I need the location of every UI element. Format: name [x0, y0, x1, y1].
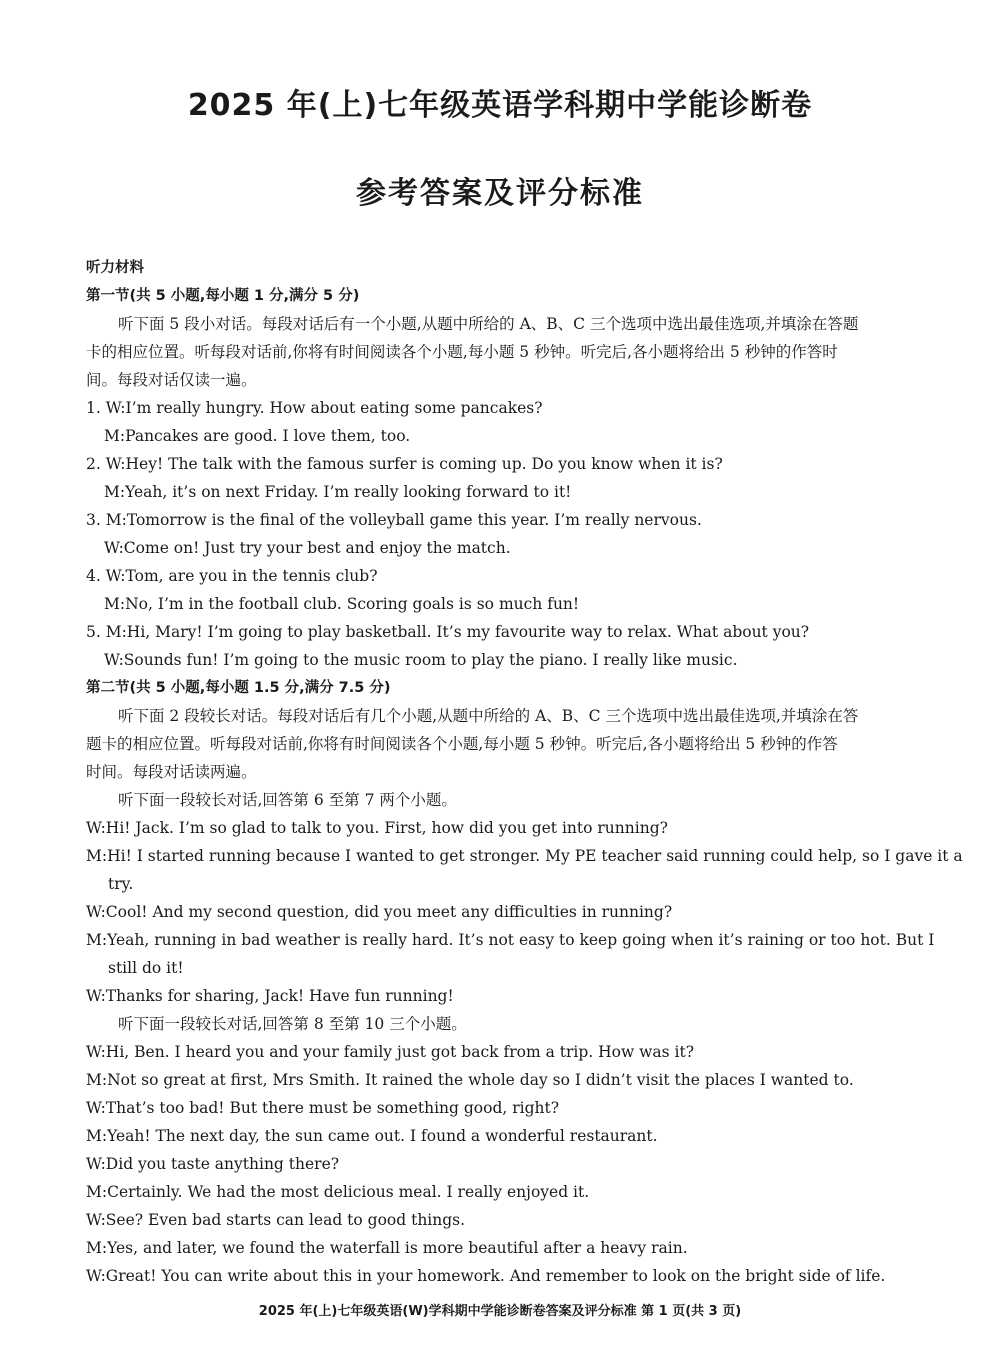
- page-footer: 2025 年(上)七年级英语(W)学科期中学能诊断卷答案及评分标准 第 1 页(共 3 页): [258, 1304, 742, 1319]
- part2-instruction-line: 听下面 2 段较长对话。每段对话后有几个小题,从题中所给的 A、B、C 三个选项中选出最佳选项,并填涂在答: [118, 707, 859, 725]
- dialogue-line: W:Come on! Just try your best and enjoy the match.: [104, 539, 511, 557]
- dialogue-line: 4. W:Tom, are you in the tennis club?: [86, 567, 378, 585]
- dialogue-line: M:Yeah, it’s on next Friday. I’m really looking forward to it!: [104, 483, 572, 501]
- dialogue-intro: 听下面一段较长对话,回答第 6 至第 7 两个小题。: [118, 791, 457, 809]
- dialogue-line: 2. W:Hey! The talk with the famous surfer is coming up. Do you know when it is?: [86, 455, 723, 473]
- dialogue-line: W:Cool! And my second question, did you meet any difficulties in running?: [86, 903, 673, 921]
- part1-instruction-line: 听下面 5 段小对话。每段对话后有一个小题,从题中所给的 A、B、C 三个选项中选出最佳选项,并填涂在答题: [118, 315, 859, 333]
- part1-instruction-line: 卡的相应位置。听每段对话前,你将有时间阅读各个小题,每小题 5 秒钟。听完后,各小题将给出 5 秒钟的作答时: [86, 343, 838, 361]
- part2-instruction-line: 时间。每段对话读两遍。: [86, 763, 257, 781]
- document-title: 2025 年(上)七年级英语学科期中学能诊断卷: [187, 88, 813, 123]
- dialogue-line: M:Not so great at first, Mrs Smith. It rained the whole day so I didn’t visit the places I wanted to.: [86, 1071, 854, 1089]
- dialogue-line: M:Pancakes are good. I love them, too.: [104, 427, 411, 445]
- dialogue-line: 5. M:Hi, Mary! I’m going to play basketball. It’s my favourite way to relax. What about you?: [86, 623, 810, 641]
- document-subtitle: 参考答案及评分标准: [356, 176, 644, 211]
- dialogue-line: M:Certainly. We had the most delicious meal. I really enjoyed it.: [86, 1183, 590, 1201]
- dialogue-line: W:That’s too bad! But there must be something good, right?: [86, 1099, 560, 1117]
- dialogue-line: W:Hi, Ben. I heard you and your family just got back from a trip. How was it?: [86, 1043, 695, 1061]
- dialogue-line: M:Yes, and later, we found the waterfall is more beautiful after a heavy rain.: [86, 1239, 688, 1257]
- dialogue-line: M:Yeah, running in bad weather is really hard. It’s not easy to keep going when it’s raining or too hot. But I: [86, 931, 935, 949]
- dialogue-line: W:Hi! Jack. I’m so glad to talk to you. First, how did you get into running?: [86, 819, 668, 837]
- part1-instruction-line: 间。每段对话仅读一遍。: [86, 371, 257, 389]
- dialogue-line: W:Sounds fun! I’m going to the music room to play the piano. I really like music.: [104, 651, 738, 669]
- part2-heading: 第二节(共 5 小题,每小题 1.5 分,满分 7.5 分): [86, 680, 391, 696]
- dialogue-line: W:See? Even bad starts can lead to good things.: [86, 1211, 466, 1229]
- dialogue-line: still do it!: [108, 959, 184, 977]
- dialogue-line: M:Hi! I started running because I wanted to get stronger. My PE teacher said running could help, so I gave it a: [86, 847, 963, 865]
- dialogue-line: W:Thanks for sharing, Jack! Have fun running!: [86, 987, 454, 1005]
- dialogue-intro: 听下面一段较长对话,回答第 8 至第 10 三个小题。: [118, 1015, 467, 1033]
- dialogue-line: W:Did you taste anything there?: [86, 1155, 340, 1173]
- part1-heading: 第一节(共 5 小题,每小题 1 分,满分 5 分): [86, 288, 360, 304]
- dialogue-line: M:Yeah! The next day, the sun came out. I found a wonderful restaurant.: [86, 1127, 658, 1145]
- dialogue-line: try.: [108, 875, 134, 893]
- dialogue-line: M:No, I’m in the football club. Scoring goals is so much fun!: [104, 595, 580, 613]
- dialogue-line: W:Great! You can write about this in your homework. And remember to look on the bright side of life.: [86, 1267, 886, 1285]
- dialogue-line: 3. M:Tomorrow is the final of the volleyball game this year. I’m really nervous.: [86, 511, 702, 529]
- dialogue-line: 1. W:I’m really hungry. How about eating some pancakes?: [86, 399, 543, 417]
- section-label: 听力材料: [86, 260, 144, 276]
- part2-instruction-line: 题卡的相应位置。听每段对话前,你将有时间阅读各个小题,每小题 5 秒钟。听完后,各小题将给出 5 秒钟的作答: [86, 735, 838, 753]
